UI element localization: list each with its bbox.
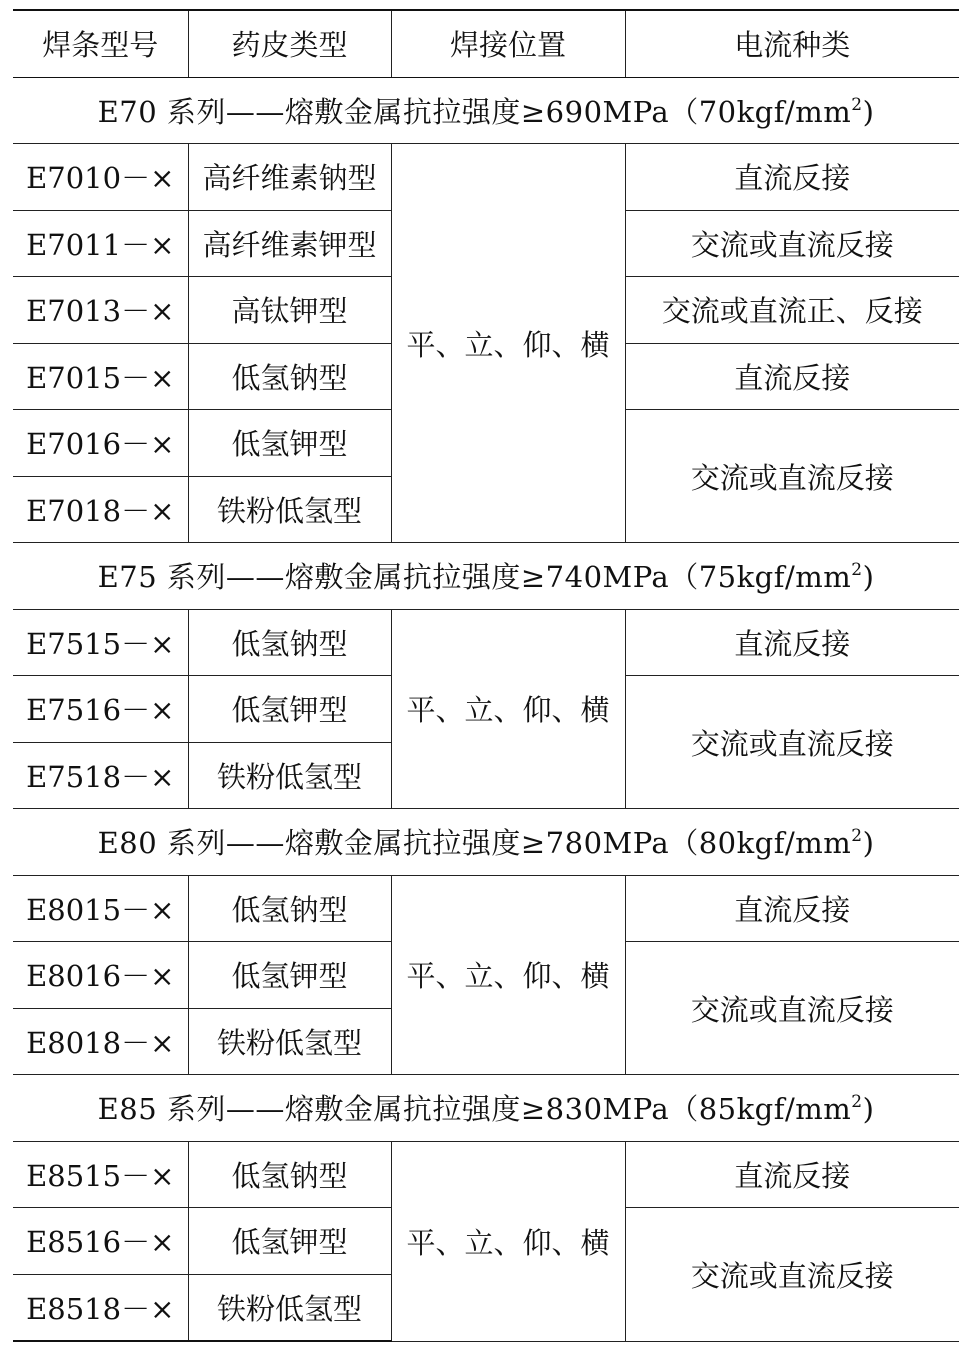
series-text: E70 系列——熔敷金属抗拉强度≥690MPa（70kgf/mm [97, 94, 852, 129]
coating-cell: 高钛钾型 [188, 277, 391, 344]
series-group-e85 [13, 1075, 959, 1342]
table-row [13, 1141, 959, 1208]
position-cell: 平、立、仰、横 [391, 609, 625, 809]
table-row [13, 875, 959, 942]
table-row [13, 144, 959, 211]
header-current: 电流种类 [625, 10, 959, 77]
electrode-spec-table [13, 9, 959, 1342]
coating-cell: 低氢钠型 [188, 875, 391, 942]
series-suffix: ) [862, 94, 875, 129]
header-coating: 药皮类型 [188, 10, 391, 77]
coating-cell: 低氢钠型 [188, 609, 391, 676]
table-header [13, 10, 959, 77]
coating-cell: 铁粉低氢型 [188, 1274, 391, 1341]
series-text: E80 系列——熔敷金属抗拉强度≥780MPa（80kgf/mm [97, 826, 852, 861]
table-row [13, 609, 959, 676]
coating-cell: 低氢钠型 [188, 1141, 391, 1208]
series-row [13, 543, 959, 610]
coating-cell: 低氢钾型 [188, 676, 391, 743]
model-cell: E8018－× [13, 1008, 188, 1075]
coating-cell: 高纤维素钾型 [188, 210, 391, 277]
model-cell: E7518－× [13, 742, 188, 809]
model-cell: E8015－× [13, 875, 188, 942]
current-cell: 直流反接 [625, 875, 959, 942]
current-cell: 直流反接 [625, 1141, 959, 1208]
position-cell: 平、立、仰、横 [391, 144, 625, 543]
current-cell: 交流或直流反接 [625, 410, 959, 543]
coating-cell: 低氢钠型 [188, 343, 391, 410]
coating-cell: 铁粉低氢型 [188, 1008, 391, 1075]
model-cell: E8518－× [13, 1274, 188, 1341]
current-cell: 交流或直流反接 [625, 676, 959, 809]
model-cell: E7013－× [13, 277, 188, 344]
series-title [13, 1075, 959, 1142]
position-cell: 平、立、仰、横 [391, 875, 625, 1075]
model-cell: E7010－× [13, 144, 188, 211]
series-group-e70 [13, 77, 959, 543]
header-model: 焊条型号 [13, 10, 188, 77]
model-cell: E8516－× [13, 1208, 188, 1275]
series-title [13, 543, 959, 610]
coating-cell: 低氢钾型 [188, 942, 391, 1009]
series-row [13, 77, 959, 144]
series-row [13, 1075, 959, 1142]
series-suffix: ) [862, 1092, 875, 1127]
model-cell: E8515－× [13, 1141, 188, 1208]
model-cell: E7018－× [13, 476, 188, 543]
series-text: E85 系列——熔敷金属抗拉强度≥830MPa（85kgf/mm [97, 1092, 852, 1127]
current-cell: 交流或直流反接 [625, 210, 959, 277]
series-group-e80 [13, 809, 959, 1075]
series-title [13, 809, 959, 876]
current-cell: 交流或直流反接 [625, 942, 959, 1075]
series-suffix: ) [862, 560, 875, 595]
model-cell: E7011－× [13, 210, 188, 277]
series-row [13, 809, 959, 876]
current-cell: 直流反接 [625, 609, 959, 676]
model-cell: E7515－× [13, 609, 188, 676]
current-cell: 交流或直流反接 [625, 1208, 959, 1342]
series-suffix: ) [862, 826, 875, 861]
series-superscript: 2 [851, 94, 863, 115]
current-cell: 直流反接 [625, 343, 959, 410]
coating-cell: 铁粉低氢型 [188, 742, 391, 809]
position-cell: 平、立、仰、横 [391, 1141, 625, 1341]
model-cell: E7015－× [13, 343, 188, 410]
series-superscript: 2 [851, 560, 863, 581]
series-group-e75 [13, 543, 959, 809]
current-cell: 交流或直流正、反接 [625, 277, 959, 344]
series-superscript: 2 [851, 1092, 863, 1113]
series-superscript: 2 [851, 826, 863, 847]
header-row [13, 10, 959, 77]
coating-cell: 低氢钾型 [188, 1208, 391, 1275]
series-text: E75 系列——熔敷金属抗拉强度≥740MPa（75kgf/mm [97, 560, 852, 595]
model-cell: E7516－× [13, 676, 188, 743]
model-cell: E7016－× [13, 410, 188, 477]
header-position: 焊接位置 [391, 10, 625, 77]
document-page [13, 9, 959, 1342]
current-cell: 直流反接 [625, 144, 959, 211]
model-cell: E8016－× [13, 942, 188, 1009]
coating-cell: 铁粉低氢型 [188, 476, 391, 543]
coating-cell: 低氢钾型 [188, 410, 391, 477]
coating-cell: 高纤维素钠型 [188, 144, 391, 211]
series-title [13, 77, 959, 144]
